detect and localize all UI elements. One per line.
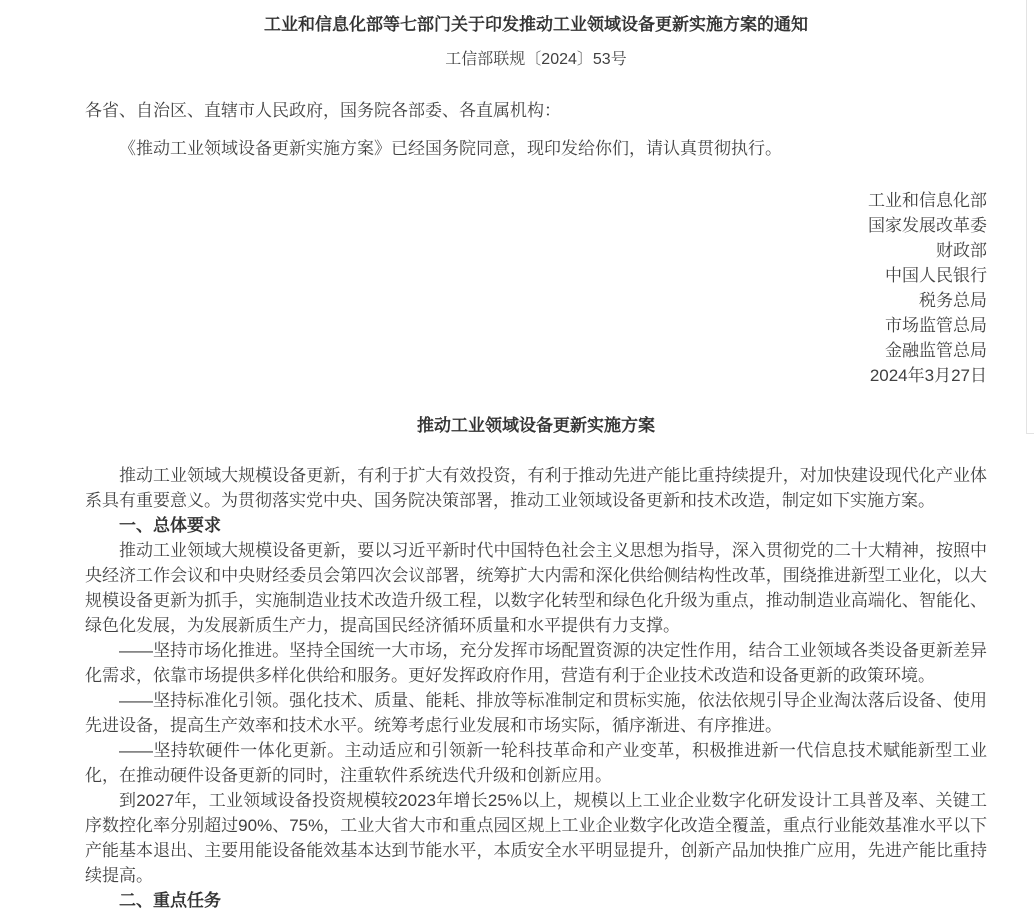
plan-title: 推动工业领域设备更新实施方案: [417, 416, 655, 435]
signature-line: 工业和信息化部: [868, 191, 987, 210]
salutation: 各省、自治区、直辖市人民政府，国务院各部委、各直属机构：: [85, 101, 561, 120]
signature-line: 金融监管总局: [885, 341, 987, 360]
plan-paragraph: ——坚持软硬件一体化更新。主动适应和引领新一轮科技革命和产业变革，积极推进新一代信息技术赋能新型工业化，在推动硬件设备更新的同时，注重软件系统迭代升级和创新应用。: [85, 741, 987, 785]
notice-body: 《推动工业领域设备更新实施方案》已经国务院同意，现印发给你们，请认真贯彻执行。: [119, 139, 782, 158]
signature-block: [85, 188, 987, 363]
plan-paragraph: 一、总体要求: [119, 516, 221, 535]
signature-date: 2024年3月27日: [869, 366, 987, 385]
plan-body: [85, 463, 987, 913]
signature-line: 国家发展改革委: [868, 216, 987, 235]
plan-paragraph: ——坚持市场化推进。坚持全国统一大市场，充分发挥市场配置资源的决定性作用，结合工业领域各类设备更新差异化需求，依靠市场提供多样化供给和服务。更好发挥政府作用，营造有利于企业技术改造和设备更新的政策环境。: [85, 641, 987, 685]
plan-paragraph: 推动工业领域大规模设备更新，有利于扩大有效投资，有利于推动先进产能比重持续提升，对加快建设现代化产业体系具有重要意义。为贯彻落实党中央、国务院决策部署，推动工业领域设备更新和技术改造，制定如下实施方案。: [85, 466, 987, 510]
plan-paragraph: 推动工业领域大规模设备更新，要以习近平新时代中国特色社会主义思想为指导，深入贯彻党的二十大精神，按照中央经济工作会议和中央财经委员会第四次会议部署，统筹扩大内需和深化供给侧结构性改革，围绕推进新型工业化，以大规模设备更新为抓手，实施制造业技术改造升级工程，以数字化转型和绿色化升级为重点，推动制造业高端化、智能化、绿色化发展，为发展新质生产力，提高国民经济循环质量和水平提供有力支撑。: [85, 541, 987, 635]
document-number: 工信部联规〔2024〕53号: [445, 51, 627, 68]
plan-paragraph: 到2027年，工业领域设备投资规模较2023年增长25%以上，规模以上工业企业数字化研发设计工具普及率、关键工序数控化率分别超过90%、75%，工业大省大市和重点园区规上工业企业数字化改造全覆盖，重点行业能效基准水平以下产能基本退出、主要用能设备能效基本达到节能水平，本质安全水平明显提升，创新产品加快推广应用，先进产能比重持续提高。: [85, 791, 987, 885]
signature-line: 中国人民银行: [885, 266, 987, 285]
document-page: [85, 0, 987, 913]
document-title: 工业和信息化部等七部门关于印发推动工业领域设备更新实施方案的通知: [264, 15, 808, 34]
plan-paragraph: 二、重点任务: [119, 891, 221, 910]
plan-paragraph: ——坚持标准化引领。强化技术、质量、能耗、排放等标准制定和贯标实施，依法依规引导企业淘汰落后设备、使用先进设备，提高生产效率和技术水平。统筹考虑行业发展和市场实际，循序渐进、有序推进。: [85, 691, 987, 735]
adjacent-panel-border: [1026, 0, 1034, 434]
signature-line: 税务总局: [919, 291, 987, 310]
signature-line: 财政部: [936, 241, 987, 260]
signature-line: 市场监管总局: [885, 316, 987, 335]
